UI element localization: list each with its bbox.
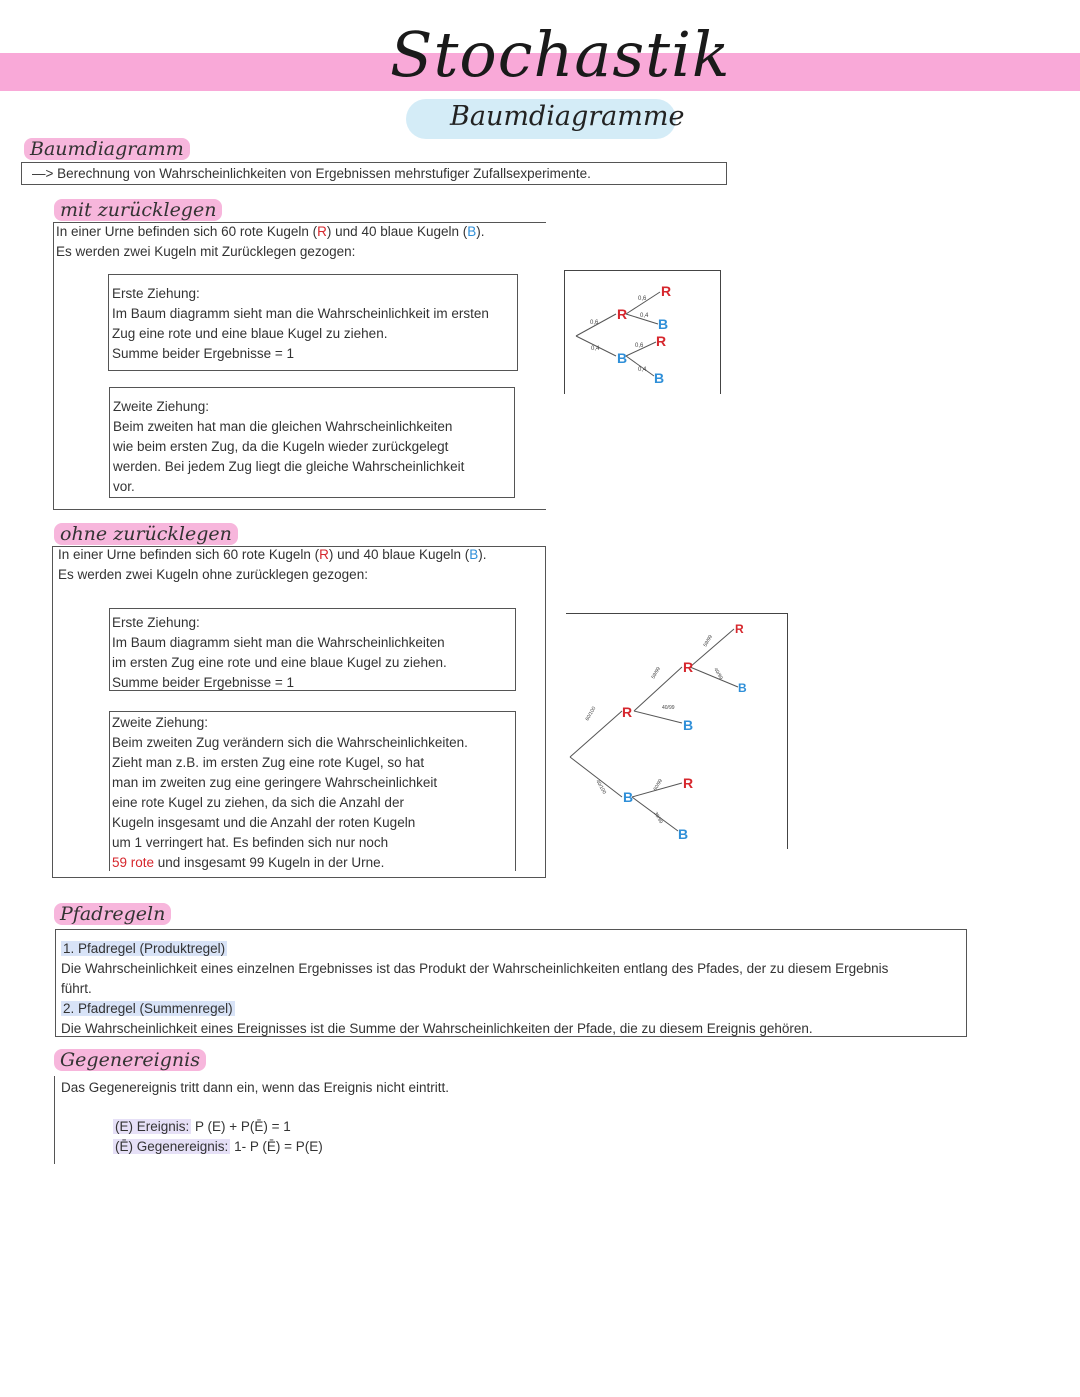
with-replacement-intro: In einer Urne befinden sich 60 rote Kugeln (R) und 40 blaue Kugeln (B). Es werden zwei Kugeln mit Zurücklegen gezogen: <box>56 224 485 259</box>
tree2-node-rr: R <box>683 659 694 675</box>
tree-with-replacement <box>564 270 721 394</box>
without-replacement-first-draw: Erste Ziehung: Im Baum diagramm sieht man die Wahrscheinlichkeiten im ersten Zug eine rote und eine blaue Kugel zu ziehen. Summe beider Ergebnisse = 1 <box>109 608 516 691</box>
rule1-text: Die Wahrscheinlichkeit eines einzelnen Ergebnisses ist das Produkt der Wahrscheinlichkeiten entlang des Pfades, der zu diesem Ergebnis <box>61 961 889 976</box>
with-replacement-second-draw: Zweite Ziehung: Beim zweiten hat man die gleichen Wahrscheinlichkeiten wie beim ersten Zug, da die Kugeln wieder zurückgelegt werden. Bei jedem Zug liegt die gleiche Wahrscheinlichkeit vor. <box>109 387 515 498</box>
page-subtitle: Baumdiagramme <box>450 101 685 132</box>
tree1-node-rb: B <box>658 316 669 332</box>
tree1-prob: 0,4 <box>638 367 647 373</box>
path-rules-heading: Pfadregeln <box>54 903 171 925</box>
tree2-prob: 40/99 <box>662 705 675 711</box>
intro-heading: Baumdiagramm <box>24 138 190 160</box>
tree1-prob: 0,6 <box>590 320 599 326</box>
tree2-node-rb: B <box>683 717 694 733</box>
tree2-node-b: B <box>623 789 634 805</box>
tree1-node-r: R <box>617 306 628 322</box>
rule2-text: Die Wahrscheinlichkeit eines Ereignisses ist die Summe der Wahrscheinlichkeiten der Pfade, die zu diesem Ereignis gehören. <box>61 1021 813 1036</box>
tree1-node-b: B <box>617 350 628 366</box>
first-draw-title: Erste Ziehung: <box>112 615 200 630</box>
tree2-prob: 59/99 <box>650 666 662 680</box>
tree1-prob: 0,6 <box>638 296 647 302</box>
tree-without-replacement <box>566 613 788 849</box>
tree2-node-br: R <box>683 775 694 791</box>
tree2-prob: 39/99 <box>652 811 664 825</box>
second-draw-title: Zweite Ziehung: <box>112 715 209 730</box>
intro-text: —> Berechnung von Wahrscheinlichkeiten von Ergebnissen mehrstufiger Zufallsexperimente. <box>32 166 591 181</box>
intro-box <box>21 162 727 185</box>
tree2-node-rrb: B <box>738 681 747 695</box>
tree2-node-r: R <box>622 704 633 720</box>
tree1-node-br: R <box>656 333 667 349</box>
tree1-prob: 0,4 <box>640 313 649 319</box>
without-replacement-heading: ohne zurücklegen <box>54 523 238 545</box>
complement-formula-2: (Ē) Gegenereignis: 1- P (Ē) = P(E) <box>115 1139 323 1154</box>
tree1-node-bb: B <box>654 370 665 386</box>
tree1-prob: 0,4 <box>591 346 600 352</box>
with-replacement-first-draw: Erste Ziehung: Im Baum diagramm sieht man die Wahrscheinlichkeit im ersten Zug eine rote und eine blaue Kugel zu ziehen. Summe beider Ergebnisse = 1 <box>108 274 518 371</box>
tree2-prob: 40/99 <box>712 667 724 681</box>
tree2-prob: 40/100 <box>594 779 608 796</box>
complement-text: Das Gegenereignis tritt dann ein, wenn das Ereignis nicht eintritt. <box>61 1080 449 1095</box>
tree1-prob: 0,6 <box>635 343 644 349</box>
tree1-node-rr: R <box>661 283 672 299</box>
complement-formula-1: (E) Ereignis: P (E) + P(Ē) = 1 <box>115 1119 291 1134</box>
complement-heading: Gegenereignis <box>54 1049 206 1071</box>
path-rules-box: 1. Pfadregel (Produktregel) Die Wahrscheinlichkeit eines einzelnen Ergebnisses ist das Produkt der Wahrscheinlichkeiten entlang des Pfades, der zu diesem Ergebnis führt. 2. Pfadregel (Summenregel) Die Wahrscheinlichkeit eines Ereignisses ist die Summe der Wahrscheinlichkeiten der Pfade, die zu diesem Ereignis gehören. <box>55 929 967 1037</box>
rule1-title: 1. Pfadregel (Produktregel) <box>63 941 226 956</box>
with-replacement-heading: mit zurücklegen <box>54 199 222 221</box>
tree2-prob: 60/99 <box>652 778 664 792</box>
tree2-node-rrr: R <box>735 622 744 636</box>
tree2-prob: 60/100 <box>584 705 598 722</box>
complement-rule <box>54 1076 55 1164</box>
second-draw-title: Zweite Ziehung: <box>113 399 210 414</box>
first-draw-title: Erste Ziehung: <box>112 286 200 301</box>
without-replacement-intro: In einer Urne befinden sich 60 rote Kugeln (R) und 40 blaue Kugeln (B). Es werden zwei Kugeln ohne zurücklegen gezogen: <box>58 547 487 582</box>
page-title: Stochastik <box>390 18 731 91</box>
tree2-prob: 59/99 <box>702 634 714 648</box>
without-replacement-second-draw: Zweite Ziehung: Beim zweiten Zug verändern sich die Wahrscheinlichkeiten. Zieht man z.B. im ersten Zug eine rote Kugel, so hat man im zweiten zug eine geringere Wahrscheinlichkeit eine rote Kugel zu ziehen, da sich die Anzahl der Kugeln insgesamt und die Anzahl der roten Kugeln um 1 verringert hat. Es befinden sich nur noch 59 rote und insgesamt 99 Kugeln in der Urne. <box>109 711 516 871</box>
tree2-node-bb: B <box>678 826 689 842</box>
rule2-title: 2. Pfadregel (Summenregel) <box>63 1001 233 1016</box>
